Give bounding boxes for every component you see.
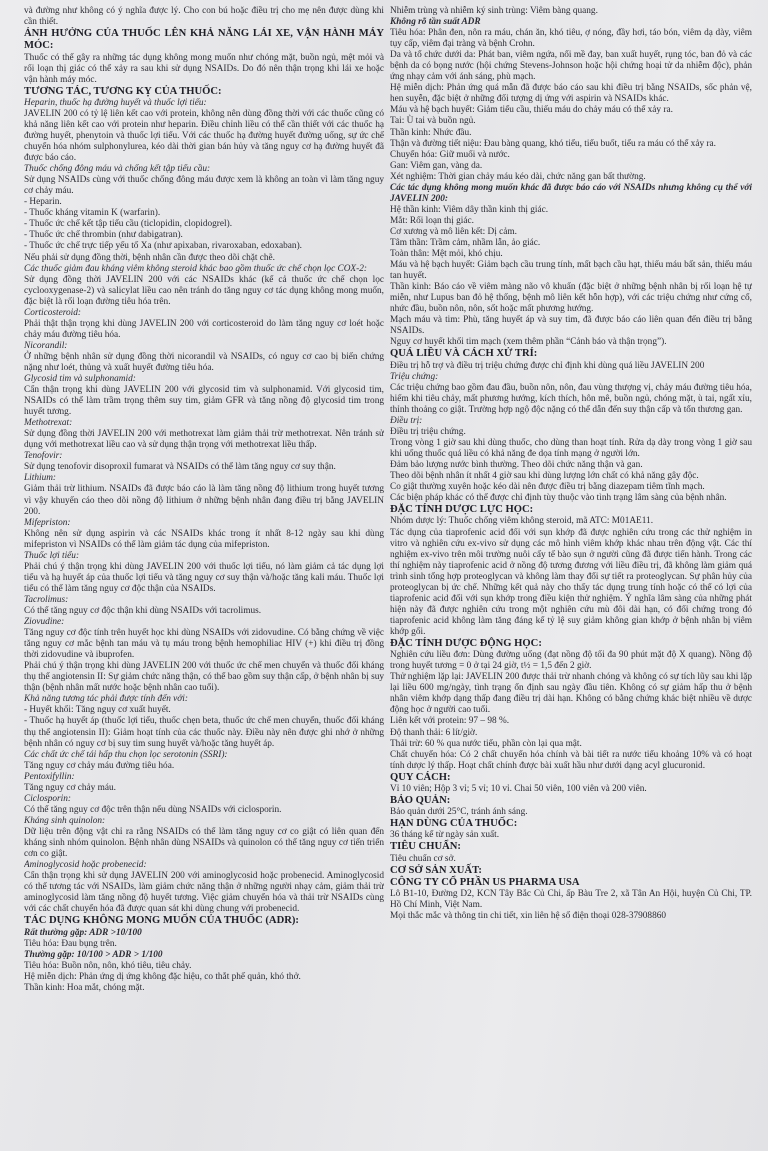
section-heading: TIÊU CHUẨN: (390, 841, 461, 853)
subheading: Mifepriston: (24, 517, 71, 528)
paragraph: Liên kết với protein: 97 – 98 %. (390, 716, 510, 727)
paragraph: Sử dụng NSAIDs cùng với thuốc chống đông máu được xem là không an toàn vì làm tăng nguy cơ chảy máu. (24, 175, 384, 197)
paragraph: 36 tháng kể từ ngày sản xuất. (390, 830, 500, 841)
paragraph: Tăng nguy cơ chảy máu. (24, 782, 116, 793)
paragraph: Các biện pháp khác có thể được chỉ định tùy thuộc vào tình trạng lâm sàng của bệnh nhân. (390, 493, 727, 504)
paragraph: Da và tổ chức dưới da: Phát ban, viêm ngứa, nổi mề đay, ban xuất huyết, rụng tóc, ban đỏ và các bệnh da có bọng nước (hội chứng Stevens-Johnson hoặc hội chứng hoại tử da nhiễm độc), phản ứng nhạy cảm với ánh sáng, phù mạch. (390, 50, 752, 83)
paragraph: Mạch máu và tim: Phù, tăng huyết áp và suy tim, đã được báo cáo liên quan đến điều trị bằng NSAIDs. (390, 315, 752, 337)
paragraph: Tâm thần: Trầm cảm, nhầm lẫn, ảo giác. (390, 237, 541, 248)
section-heading: BẢO QUẢN: (390, 794, 451, 806)
paragraph: Tác dụng của tiaprofenic acid đối với sụn khớp đã được nghiên cứu trong các thử nghiệm in vitro và nghiên cứu ex-vivo sử dụng các mô hình viêm khớp khác nhau trên động vật. Các thí nghiệm ex-vivo trên môi trường nuôi cấy tế bào sụn ở người cũng đã được tiến hành. Trong các thí nghiệm này tiaprofenic acid ở nồng độ tương đương với liều điều trị, đã không làm giảm quá trình sinh tổng hợp proteoglycan và không làm thay đổi sự tiết ra proteoglycan. Sự phân hủy của proteoglycan bị ức chế. Những kết quả này cho thấy tác dụng trung tính hoặc có thể có lợi của tiaprofenic acid đối với sụn khớp trong điều kiện thử nghiệm. Ý nghĩa lâm sàng của những phát hiện này đã được nghiên cứu trong một nghiên cứu mù đôi dài hạn, có đối chứng trong đó tiaprofenic acid không làm tăng đáng kể tỷ lệ suy giảm không gian khớp ở bệnh nhân bị viêm khớp gối. (390, 527, 752, 637)
paragraph: Sử dụng đồng thời JAVELIN 200 với các NSAIDs khác (kể cả thuốc ức chế chọn lọc cyclooxygenase-2) và salicylat liều cao nên tránh do tăng nguy cơ tác dụng không mong muốn, đặc biệt là rối loạn đường tiêu hóa trên. (24, 274, 384, 307)
frequency-heading: Thường gặp: 10/100 > ADR > 1/100 (24, 949, 163, 960)
subheading: Methotrexat: (24, 418, 73, 429)
paragraph: Nguy cơ huyết khối tim mạch (xem thêm phần “Cảnh báo và thận trọng”). (390, 337, 667, 348)
frequency-heading: Các tác dụng không mong muốn khác đã được báo cáo với NSAIDs nhưng không cụ thể với JAVELIN 200: (390, 182, 752, 204)
paragraph: Không nên sử dụng aspirin và các NSAIDs khác trong ít nhất 8-12 ngày sau khi dùng mifepriston vì NSAIDs có thể làm giảm tác dụng của mifepriston. (24, 528, 384, 550)
paragraph: Ở những bệnh nhân sử dụng đồng thời nicorandil và NSAIDs, có nguy cơ cao bị biến chứng nặng như loét, thủng và xuất huyết đường tiêu hóa. (24, 351, 384, 373)
subheading: Corticosteroid: (24, 307, 81, 318)
paragraph: Các triệu chứng bao gồm đau đầu, buồn nôn, nôn, đau vùng thượng vị, chảy máu đường tiêu hóa, hiếm khi tiêu chảy, mất phương hướng, kích thích, hôn mê, buồn ngủ, chóng mặt, ù tai, ngất xỉu, thỉnh thoảng co giật. Trường hợp ngộ độc nặng có thể dẫn đến suy thận cấp và tổn thương gan. (390, 382, 752, 415)
subheading: Kháng sinh quinolon: (24, 815, 106, 826)
section-heading: TÁC DỤNG KHÔNG MONG MUỐN CỦA THUỐC (ADR): (24, 915, 299, 927)
right-column (390, 6, 752, 1145)
paragraph: - Thuốc ức chế thrombin (như dabigatran). (24, 230, 183, 241)
paragraph: Chuyển hóa: Giữ muối và nước. (390, 149, 510, 160)
paragraph: Tai: Ù tai và buồn ngủ. (390, 116, 476, 127)
section-heading: ẢNH HƯỞNG CỦA THUỐC LÊN KHẢ NĂNG LÁI XE, VẬN HÀNH MÁY MÓC: (24, 28, 384, 52)
paragraph: Phải chú ý thận trọng khi dùng JAVELIN 200 với thuốc lợi tiểu, nó làm giảm cả tác dụng lợi tiểu và hạ huyết áp của thuốc lợi tiểu và tăng nguy cơ suy thận và/hoặc tăng kali máu. Thuốc lợi tiểu có thể làm tăng nguy cơ độc thận của NSAIDs. (24, 561, 384, 594)
paragraph: Toàn thân: Mệt mỏi, khó chịu. (390, 249, 503, 260)
paragraph: và đường như không có ý nghĩa được lý. Cho con bú hoặc điều trị cho mẹ nên được dùng khi cần thiết. (24, 6, 384, 28)
paragraph: Tăng nguy cơ độc tính trên huyết học khi dùng NSAIDs với zidovudine. Có bằng chứng về việc tăng nguy cơ mắc bệnh tan máu và tụ máu trong bệnh hemophiliac HIV (+) khi điều trị đồng thời zidovudine và ibuprofen. (24, 628, 384, 661)
paragraph: Trong vòng 1 giờ sau khi dùng thuốc, cho dùng than hoạt tính. Rửa dạ dày trong vòng 1 giờ sau khi uống thuốc quá liều có khả năng đe dọa tính mạng ở người lớn. (390, 437, 752, 460)
paragraph: Có thể tăng nguy cơ độc trên thận nếu dùng NSAIDs với ciclosporin. (24, 804, 282, 815)
subheading: Nicorandil: (24, 340, 68, 351)
paragraph: Cẩn thận trọng khi sử dụng JAVELIN 200 với aminoglycosid hoặc probenecid. Aminoglycosid có thể tương tác với NSAIDs, làm giảm chức năng thận ở những người nhạy cảm, giảm thải trừ aminoglycosid làm tăng nồng độ huyết tương. Việc giảm chuyển hóa và thải trừ NSAIDs cùng với các chất chuyển hóa đã được quan sát khi dùng chung với probenecid. (24, 871, 384, 915)
paragraph: Có thể tăng nguy cơ độc thận khi dùng NSAIDs với tacrolimus. (24, 606, 262, 616)
paragraph: Dữ liệu trên động vật chỉ ra rằng NSAIDs có thể làm tăng nguy cơ co giật có liên quan đến kháng sinh nhóm quinolon. Bệnh nhân dùng NSAIDs và quinolon có thể tăng nguy cơ tiến triển cơn co giật. (24, 826, 384, 860)
paragraph: Tiêu hóa: Đau bụng trên. (24, 938, 117, 949)
paragraph: Vỉ 10 viên; Hộp 3 vỉ; 5 vỉ; 10 vỉ. Chai 50 viên, 100 viên và 200 viên. (390, 783, 647, 794)
section-heading: CƠ SỞ SẢN XUẤT: (390, 864, 482, 876)
subheading: Pentoxifyllin: (24, 771, 75, 782)
subheading: Khả năng tương tác phải được tính đến với: (24, 694, 188, 705)
paragraph: Hệ miễn dịch: Phản ứng quá mẫn đã được báo cáo sau khi điều trị bằng NSAIDs, sốc phản vệ, hen suyễn, đặc biệt ở những đối tượng dị ứng với aspirin và NSAIDs khác. (390, 83, 752, 105)
subheading: Aminoglycosid hoặc probenecid: (24, 860, 147, 871)
paragraph: JAVELIN 200 có tỷ lệ liên kết cao với protein, không nên dùng đồng thời với các thuốc cũng có khả năng liên kết cao với protein như heparin. Điều chỉnh liều có thể cần thiết với các thuốc hạ đường huyết, phenytoin và thuốc lợi tiểu. Với các thuốc hạ đường huyết đường uống, sự ức chế chuyển hóa nhóm sulphonylurea, kéo dài thời gian bán hủy và tăng nguy cơ hạ đường huyết đã được báo cáo. (24, 108, 384, 164)
paragraph: Nghiên cứu liều đơn: Dùng đường uống (đạt nồng độ tối đa 90 phút mặt độ X quang). Nồng độ trong huyết tương = 0 ở tại 24 giờ, t½ = 1,5 đến 2 giờ. (390, 650, 752, 672)
subheading: Glycosid tim và sulphonamid: (24, 374, 136, 385)
paragraph: Chất chuyển hóa: Có 2 chất chuyển hóa chính và bài tiết ra nước tiểu khoảng 10% và có hoạt tính dược lý thấp. Hoạt chất chính được bài xuất hầu như dưới dạng acyl glucuronid. (390, 749, 752, 771)
paragraph: Thải trừ: 60 % qua nước tiểu, phần còn lại qua mật. (390, 738, 582, 749)
paragraph: Sử dụng đồng thời JAVELIN 200 với methotrexat làm giảm thải trừ methotrexat. Nên tránh sử dụng với methotrexat liều cao và sử dụng thận trọng với methotrexat liều thấp. (24, 429, 384, 451)
paragraph: Tiêu hóa: Phân đen, nôn ra máu, chán ăn, khó tiêu, ợ nóng, đầy hơi, táo bón, viêm dạ dày, viêm tụy cấp, viêm đại tràng và bệnh Crohn. (390, 28, 752, 50)
paragraph: - Huyết khối: Tăng nguy cơ xuất huyết. (24, 705, 171, 716)
paragraph: Gan: Viêm gan, vàng da. (390, 160, 483, 171)
subheading: Ciclosporin: (24, 793, 72, 804)
paragraph: Xét nghiệm: Thời gian chảy máu kéo dài, chức năng gan bất thường. (390, 171, 646, 182)
subheading: Heparin, thuốc hạ đường huyết và thuốc lợi tiểu: (24, 97, 207, 108)
subheading: Ziovudine: (24, 617, 65, 628)
subheading: Thuốc chống đông máu và chống kết tập tiểu cầu: (24, 164, 211, 175)
paragraph: Bảo quản dưới 25°C, tránh ánh sáng. (390, 807, 528, 818)
paragraph: Thử nghiệm lặp lại: JAVELIN 200 được thải trừ nhanh chóng và không có sự tích lũy sau khi lặp lại liều 600 mg/ngày, tình trạng ổn định sau ngày đầu tiên. Không có sự giảm hấp thu ở bệnh nhân viêm khớp dạng thấp đang điều trị dài hạn. Không có bằng chứng khác biệt nhiều về dược động học ở người cao tuổi. (390, 672, 752, 716)
paragraph: Theo dõi bệnh nhân ít nhất 4 giờ sau khi dùng lượng lớn chất có khả năng gây độc. (390, 471, 699, 482)
paragraph: Thần kinh: Nhức đầu. (390, 127, 472, 138)
paragraph: Phải thật thận trọng khi dùng JAVELIN 200 với corticosteroid do làm tăng nguy cơ loét hoặc chảy máu đường tiêu hóa. (24, 318, 384, 340)
frequency-heading: Không rõ tần suất ADR (390, 17, 481, 28)
paragraph: Độ thanh thải: 6 lít/giờ. (390, 727, 478, 738)
paragraph: Thận và đường tiết niệu: Đau bàng quang, khó tiểu, tiểu buốt, tiểu ra máu có thể xảy ra. (390, 138, 716, 149)
section-heading: TƯƠNG TÁC, TƯƠNG KỴ CỦA THUỐC: (24, 85, 222, 97)
paragraph: Đảm bảo lượng nước bình thường. Theo dõi chức năng thận và gan. (390, 460, 643, 471)
paragraph: - Thuốc ức chế kết tập tiểu cầu (ticlopidin, clopidogrel). (24, 219, 233, 230)
paragraph: Cơ xương và mô liên kết: Dị cảm. (390, 226, 517, 237)
paragraph: Mắt: Rối loạn thị giác. (390, 215, 474, 226)
subheading: Các thuốc giảm đau kháng viêm không steroid khác bao gồm thuốc ức chế chọn lọc COX-2: (24, 263, 367, 274)
frequency-heading: Rất thường gặp: ADR >10/100 (24, 927, 142, 938)
paragraph: Nếu phải sử dụng đồng thời, bệnh nhân cần được theo dõi chặt chẽ. (24, 252, 275, 263)
paragraph: Thuốc có thể gây ra những tác dụng không mong muốn như chóng mặt, buồn ngủ, mệt mỏi và rối loạn thị giác có thể xảy ra sau khi sử dụng NSAIDs. Do đó nên thận trọng khi lái xe hoặc vận hành máy móc. (24, 52, 384, 85)
subheading: Điều trị: (390, 415, 423, 426)
paragraph: Máu và hệ bạch huyết: Giảm tiểu cầu, thiếu máu do chảy máu có thể xảy ra. (390, 105, 673, 116)
section-heading: HẠN DÙNG CỦA THUỐC: (390, 818, 518, 830)
paragraph: - Thuốc kháng vitamin K (warfarin). (24, 208, 161, 219)
paragraph: Hệ miễn dịch: Phản ứng dị ứng không đặc hiệu, co thắt phế quản, khó thở. (24, 971, 301, 982)
paragraph: Máu và hệ bạch huyết: Giảm bạch cầu trung tính, mất bạch cầu hạt, thiếu máu bất sản, thiếu máu tan huyết. (390, 260, 752, 282)
subheading: Tacrolimus: (24, 594, 69, 605)
paragraph: Mọi thắc mắc và thông tin chi tiết, xin liên hệ số điện thoại 028-37908860 (390, 911, 667, 922)
paragraph: Giảm thải trừ lithium. NSAIDs đã được báo cáo là làm tăng nồng độ lithium trong huyết tương vì vậy khuyến cáo theo dõi nồng độ lithium ở những bệnh nhân đang điều trị bằng JAVELIN 200. (24, 484, 384, 517)
left-column (24, 6, 384, 1145)
section-heading: ĐẶC TÍNH DƯỢC LỰC HỌC: (390, 504, 534, 516)
section-heading: ĐẶC TÍNH DƯỢC ĐỘNG HỌC: (390, 637, 542, 649)
paragraph: Nhiễm trùng và nhiễm ký sinh trùng: Viêm bàng quang. (390, 6, 598, 16)
paragraph: Điều trị triệu chứng. (390, 426, 466, 437)
section-heading: QUY CÁCH: (390, 771, 451, 783)
subheading: Lithium: (24, 473, 57, 484)
paragraph: Sử dụng tenofovir disoproxil fumarat và NSAIDs có thể làm tăng nguy cơ suy thận. (24, 462, 336, 473)
paragraph: Lô B1-10, Đường D2, KCN Tây Bắc Củ Chi, ấp Bàu Tre 2, xã Tân An Hội, huyện Củ Chi, TP. Hồ Chí Minh, Việt Nam. (390, 889, 752, 911)
paragraph: Phải chú ý thận trọng khi dùng JAVELIN 200 với thuốc ức chế men chuyển và thuốc đối kháng thụ thể angiotensin II: Sự giảm chức năng thận, có thể bao gồm suy thận cấp, ở bệnh nhân bị suy thận (bệnh nhân mất nước hoặc bệnh nhân cao tuổi). (24, 661, 384, 694)
paragraph: Tiêu hóa: Buồn nôn, nôn, khó tiêu, tiêu chảy. (24, 960, 192, 971)
section-heading: QUÁ LIỀU VÀ CÁCH XỬ TRÍ: (390, 348, 538, 360)
paragraph: - Thuốc ức chế trực tiếp yếu tố Xa (như apixaban, rivaroxaban, edoxaban). (24, 241, 302, 252)
section-heading: CÔNG TY CỔ PHẦN US PHARMA USA (390, 876, 580, 888)
subheading: Các chất ức chế tái hấp thu chọn lọc serotonin (SSRI): (24, 749, 228, 760)
subheading: Thuốc lợi tiểu: (24, 550, 80, 561)
subheading: Triệu chứng: (390, 371, 439, 382)
paragraph: Tăng nguy cơ chảy máu đường tiêu hóa. (24, 760, 175, 771)
paragraph: - Heparin. (24, 197, 62, 208)
paragraph: Nhóm dược lý: Thuốc chống viêm không steroid, mã ATC: M01AE11. (390, 516, 654, 527)
paragraph: Hệ thần kinh: Viêm dây thần kinh thị giác. (390, 204, 549, 215)
paragraph: Co giật thường xuyên hoặc kéo dài nên được điều trị bằng diazepam tiêm tĩnh mạch. (390, 482, 705, 493)
paragraph: Cẩn thận trọng khi dùng JAVELIN 200 với glycosid tim và sulphonamid. Với glycosid tim, NSAIDs có thể làm trầm trọng thêm suy tim, giảm GFR và tăng nồng độ glycosid tim trong huyết tương. (24, 385, 384, 418)
paragraph: Điều trị hỗ trợ và điều trị triệu chứng được chỉ định khi dùng quá liều JAVELIN 200 (390, 360, 705, 371)
subheading: Tenofovir: (24, 451, 63, 462)
paragraph: Thần kinh: Hoa mắt, chóng mặt. (24, 982, 145, 993)
paragraph: Tiêu chuẩn cơ sở. (390, 853, 456, 864)
paragraph: - Thuốc hạ huyết áp (thuốc lợi tiểu, thuốc chẹn beta, thuốc ức chế men chuyển, thuốc đối kháng thụ thể angiotensin II): Giảm hoạt tính của các thuốc này. Điều này nên được ghi nhớ ở những bệnh nhân có nguy cơ bị suy tim sung huyết và/hoặc tăng huyết áp. (24, 716, 384, 749)
paragraph: Thần kinh: Báo cáo về viêm màng não vô khuẩn (đặc biệt ở những bệnh nhân bị rối loạn hệ tự miễn, như Lupus ban đỏ hệ thống, bệnh mô liên kết hỗn hợp), với các triệu chứng như cứng cổ, nhức đầu, buồn nôn, nôn, sốt hoặc mất phương hướng. (390, 282, 752, 315)
